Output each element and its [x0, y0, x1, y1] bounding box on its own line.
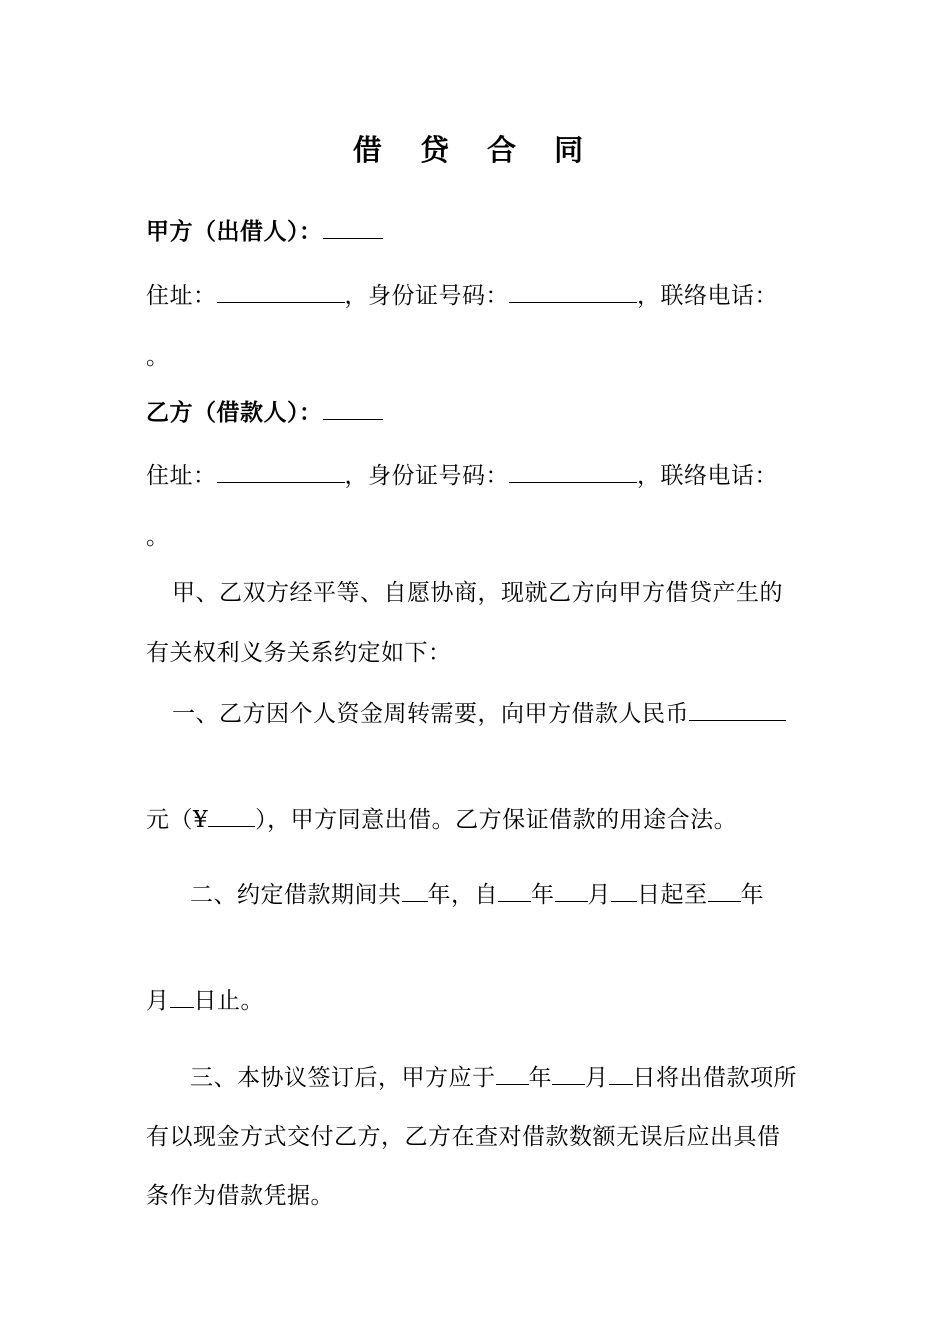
clause-2-start-month-blank: [555, 879, 588, 902]
party-a-address-line: [146, 280, 778, 311]
clause-2-text-7: 月: [146, 988, 170, 1014]
party-b-end: 。: [146, 524, 170, 550]
clause-2-text-3: 年: [531, 882, 555, 908]
clause-3-year-blank: [496, 1062, 529, 1085]
clause-3-text-3: 月: [585, 1065, 609, 1091]
clause-2-line-2: [146, 985, 264, 1016]
party-a-address-blank: [217, 280, 345, 303]
party-a-phone-label: ，联络电话：: [637, 283, 778, 309]
clause-2-text-8: 日止。: [193, 988, 264, 1014]
clause-2-start-year-blank: [498, 879, 531, 902]
clause-3-line-3: 条作为借款凭据。: [146, 1183, 334, 1209]
clause-2-end-year-blank: [708, 879, 741, 902]
party-b-line: [146, 397, 383, 428]
clause-3-line-1: [190, 1062, 797, 1093]
clause-1-line-1: [172, 698, 786, 729]
party-a-id-blank: [509, 280, 637, 303]
party-a-label: 甲方（出借人）：: [146, 219, 323, 245]
party-b-name-blank: [323, 397, 383, 420]
party-a-address-label: 住址：: [146, 283, 217, 309]
clause-2-line-1: [190, 879, 764, 910]
party-b-id-label: ，身份证号码：: [344, 463, 509, 489]
clause-3-text-4: 日将出借款项所: [632, 1065, 797, 1091]
party-a-id-label: ，身份证号码：: [344, 283, 509, 309]
clause-1-figure-blank: [208, 804, 255, 827]
party-b-address-blank: [217, 460, 345, 483]
clause-3-month-blank: [552, 1062, 585, 1085]
party-b-label: 乙方（借款人）：: [146, 400, 323, 426]
party-b-address-label: 住址：: [146, 463, 217, 489]
clause-2-text-2: 年，自: [427, 882, 498, 908]
intro-line-2: 有关权利义务关系约定如下：: [146, 640, 452, 666]
clause-2-text-6: 年: [740, 882, 764, 908]
party-b-phone-label: ，联络电话：: [637, 463, 778, 489]
intro-line-1: 甲、乙双方经平等、自愿协商，现就乙方向甲方借贷产生的: [172, 580, 783, 606]
clause-2-text-1: 二、约定借款期间共: [190, 882, 402, 908]
clause-2-end-day-blank: [170, 985, 194, 1008]
clause-3-day-blank: [609, 1062, 633, 1085]
party-a-line: [146, 216, 383, 247]
clause-1-amount-blank: [689, 698, 786, 721]
clause-1-rest: ），甲方同意出借。乙方保证借款的用途合法。: [255, 807, 738, 833]
party-b-address-line: [146, 460, 778, 491]
clause-2-years-blank: [402, 879, 428, 902]
party-a-name-blank: [323, 216, 383, 239]
clause-2-text-4: 月: [587, 882, 611, 908]
clause-2-start-day-blank: [611, 879, 637, 902]
clause-1-currency: 元（¥: [146, 807, 209, 833]
clause-3-text-2: 年: [528, 1065, 552, 1091]
clause-3-text-1: 三、本协议签订后，甲方应于: [190, 1065, 496, 1091]
document-title: 借 贷 合 同: [352, 133, 598, 167]
party-b-id-blank: [509, 460, 637, 483]
clause-2-text-5: 日起至: [637, 882, 708, 908]
clause-3-line-2: 有以现金方式交付乙方，乙方在查对借款数额无误后应出具借: [146, 1124, 781, 1150]
party-a-end: 。: [146, 344, 170, 370]
clause-1-text: 一、乙方因个人资金周转需要，向甲方借款人民币: [172, 701, 689, 727]
clause-1-line-2: [146, 804, 737, 835]
